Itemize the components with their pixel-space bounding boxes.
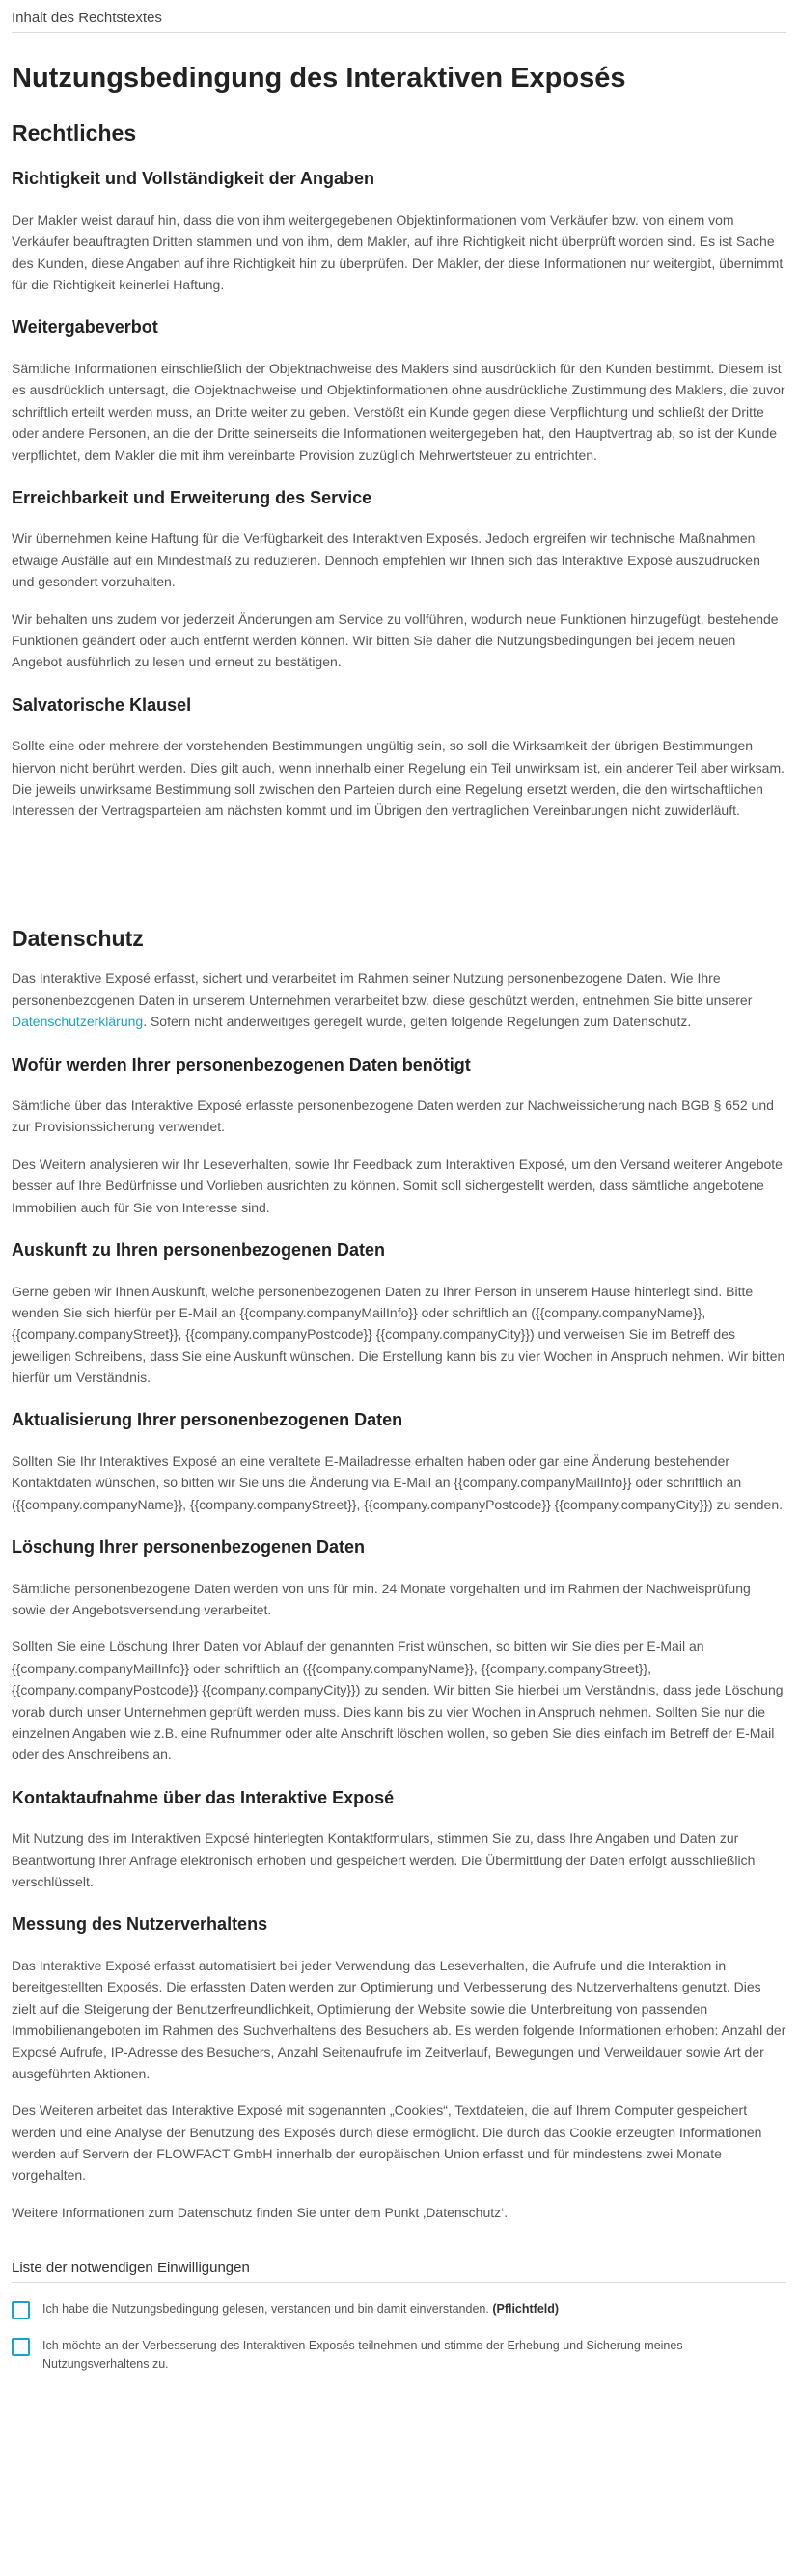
privacy-policy-link[interactable]: Datenschutzerklärung: [12, 1014, 144, 1030]
section-paragraph: Das Interaktive Exposé erfasst automatisiert bei jeder Verwendung das Leseverhalten, die Aufrufe und die Interaktion in bereitgestellten Exposés. Die erfassten Daten werden zur Optimierung und Verbesserung des Nutzerverhaltens genutzt. Dies zielt auf die Steigerung der Benutzerfreundlichkeit, Optimierung der Website sowie die Unterbreitung von passenden Immobilienangeboten im Rahmen des Suchverhaltens des Besuchers ab. Es werden folgende Informationen erhoben: Anzahl der Exposé Aufrufe, IP-Adresse des Besuchers, Anzahl Seitenaufrufe im Zeitverlauf, Bewegungen und Verweildauer sowie Art der ausgeführten Aktionen.: [12, 1957, 786, 2081]
section-heading: Messung des Nutzerverhaltens: [12, 1914, 268, 1935]
legal-heading: Rechtliches: [12, 120, 137, 146]
consent-tracking[interactable]: [12, 2337, 786, 2373]
section-heading: Richtigkeit und Vollständigkeit der Angaben: [12, 169, 375, 189]
section-paragraph: Sollten Sie eine Löschung Ihrer Daten vor Ablauf der genannten Frist wünschen, so bitten wir Sie dies per E-Mail an {{company.companyMailInfo}} oder schriftlich an ({{company.companyName}}, {{company.companyStreet}}, {{company.companyPostcode}} {{company.companyCity}}) zu senden. Wir bitten Sie hierbei um Verständnis, dass jede Löschung vorab durch unser Unternehmen geprüft werden muss. Dies kann bis zu vier Wochen in Anspruch nehmen. Sollten Sie nur die einzelnen Angaben wie z.B. eine Rufnummer oder alte Anschrift löschen wollen, so geben Sie dies einfach im Betreff der E-Mail oder des Anschreibens an.: [12, 1639, 784, 1763]
consent-terms[interactable]: [12, 2300, 786, 2319]
section-paragraph: Sämtliche personenbezogene Daten werden von uns für min. 24 Monate vorgehalten und im Rahmen der Nachweisprüfung sowie der Angebotsversendung verarbeitet.: [12, 1580, 751, 1618]
section-paragraph: Wir behalten uns zudem vor jederzeit Änderungen am Service zu vollführen, wodurch neue Funktionen hinzugefügt, bestehende Funktionen geändert oder auch entfernt werden können. Wir bitten Sie daher die Nutzungsbedingungen bei jedem neuen Angebot ausführlich zu lesen und erneut zu bestätigen.: [12, 610, 779, 670]
section-paragraph: Gerne geben wir Ihnen Auskunft, welche personenbezogenen Daten zu Ihrer Person in unserem Hause hinterlegt sind. Bitte wenden Sie sich hierfür per E-Mail an {{company.companyMailInfo}} oder schriftlich an ({{company.companyName}}, {{company.companyStreet}}, {{company.companyPostcode}} {{company.companyCity}}) und verweisen Sie im Betreff des jeweiligen Schreibens, dass Sie eine Auskunft wünschen. Die Erstellung kann bis zu vier Wochen in Anspruch nehmen. Wir bitten hierfür um Verständnis.: [12, 1283, 785, 1386]
section-heading: Salvatorische Klausel: [12, 694, 192, 715]
consent-terms-label: [42, 2300, 559, 2318]
section-spacer: [12, 822, 786, 901]
consent-tracking-checkbox[interactable]: [12, 2338, 30, 2356]
legal-sections: [12, 168, 786, 821]
section-paragraph: Wir übernehmen keine Haftung für die Verfügbarkeit des Interaktiven Exposés. Jedoch ergreifen wir technische Maßnahmen etwaige Ausfälle auf ein Mindestmaß zu reduzieren. Dennoch empfehlen wir Ihnen sich das Interaktive Exposé auszudrucken und gesondert vorzuhalten.: [12, 530, 760, 590]
section-heading: Kontaktaufnahme über das Interaktive Exposé: [12, 1787, 395, 1807]
section-paragraph: Sollten Sie Ihr Interaktives Exposé an eine veraltete E-Mailadresse erhalten haben oder gar eine Änderung bestehender Kontaktdaten wünschen, so bitten wir Sie uns die Änderung via E-Mail an {{company.companyMailInfo}} oder schriftlich an ({{company.companyName}}, {{company.companyStreet}}, {{company.companyPostcode}} {{company.companyCity}}) zu senden.: [12, 1452, 784, 1512]
section-paragraph: Sämtliche über das Interaktive Exposé erfasste personenbezogene Daten werden zur Nachweissicherung nach BGB § 652 und zur Provisionssicherung verwendet.: [12, 1098, 774, 1135]
section-heading: Weitergabeverbot: [12, 317, 158, 338]
section-heading: Aktualisierung Ihrer personenbezogenen Daten: [12, 1410, 403, 1430]
consent-terms-text: Ich habe die Nutzungsbedingung gelesen, verstanden und bin damit einverstanden.: [42, 2302, 493, 2317]
required-field-marker: (Pflichtfeld): [492, 2302, 560, 2317]
privacy-intro-text: Das Interaktive Exposé erfasst, sichert und verarbeitet im Rahmen seiner Nutzung personenbezogene Daten. Wie Ihre personenbezogenen Daten in unserem Unternehmen verarbeitet bzw. diese geschützt werden, entnehmen Sie bitte unserer: [12, 970, 753, 1008]
section-heading: Löschung Ihrer personenbezogenen Daten: [12, 1537, 366, 1558]
page-title: Nutzungsbedingung des Interaktiven Exposés: [12, 63, 626, 94]
section-paragraph: Des Weiteren arbeitet das Interaktive Exposé mit sogenannten „Cookies“, Textdateien, die auf Ihrem Computer gespeichert werden und eine Analyse der Benutzung des Exposés durch diese ermöglicht. Die durch das Cookie erzeugten Informationen werden auf Servern der FLOWFACT GmbH innerhalb der europäischen Union erfasst und für mindestens zwei Monate vorgehalten.: [12, 2102, 762, 2183]
section-heading: Auskunft zu Ihren personenbezogenen Daten: [12, 1240, 386, 1261]
section-paragraph: Des Weitern analysieren wir Ihr Leseverhalten, sowie Ihr Feedback zum Interaktiven Exposé, um den Versand weiterer Angebote besser auf Ihre Bedürfnisse und Vorlieben ausrichten zu können. Somit soll sichergestellt werden, dass sämtliche angebotene Immobilien auch für Sie von Interesse sind.: [12, 1155, 783, 1215]
section-paragraph: Sollte eine oder mehrere der vorstehenden Bestimmungen ungültig sein, so soll die Wirksamkeit der übrigen Bestimmungen hiervon nicht berührt werden. Dies gilt auch, wenn innerhalb einer Regelung ein Teil unwirksam ist, ein anderer Teil aber wirksam. Die jeweils unwirksame Bestimmung soll zwischen den Parteien durch eine Regelung ersetzt werden, die den wirtschaftlichen Interessen der Vertragsparteien am nächsten kommt und im Übrigen den vertraglichen Vereinbarungen nicht zuwiderläuft.: [12, 738, 785, 819]
consent-tracking-label: [42, 2337, 786, 2373]
privacy-heading: Datenschutz: [12, 925, 144, 951]
section-heading: Erreichbarkeit und Erweiterung des Service: [12, 487, 372, 507]
section-heading: Wofür werden Ihrer personenbezogenen Daten benötigt: [12, 1054, 471, 1074]
privacy-intro-text-end: . Sofern nicht anderweitiges geregelt wurde, gelten folgende Regelungen zum Datenschutz.: [143, 1014, 692, 1030]
content-header-label: Inhalt des Rechtstextes: [12, 0, 786, 33]
section-paragraph: Der Makler weist darauf hin, dass die von ihm weitergegebenen Objektinformationen vom Verkäufer bzw. von einem vom Verkäufer beauftragten Dritten stammen und von ihm, dem Makler, auf ihre Richtigkeit nicht überprüft worden sind. Es ist Sache des Kunden, diese Angaben auf ihre Richtigkeit hin zu überprüfen. Der Makler, der diese Informationen nur weitergibt, übernimmt für die Richtigkeit keinerlei Haftung.: [12, 211, 784, 293]
consent-tracking-text: Ich möchte an der Verbesserung des Interaktiven Exposés teilnehmen und stimme der Erhebung und Sicherung meines Nutzungsverhaltens zu.: [42, 2339, 683, 2371]
consent-terms-checkbox[interactable]: [12, 2301, 30, 2319]
privacy-intro: [12, 967, 786, 1032]
consents-list: [12, 2260, 786, 2373]
section-paragraph: Sämtliche Informationen einschließlich der Objektnachweise des Maklers sind ausdrücklich für den Kunden bestimmt. Diesem ist es ausdrücklich untersagt, die Objektnachweise und Objektinformationen ohne ausdrückliche Zustimmung des Maklers, die zuvor schriftlich erteilt werden muss, an Dritte weiter zu geben. Verstößt ein Kunde gegen diese Verpflichtung und schließt der Dritte oder andere Personen, an die der Dritte seinerseits die Informationen weitergegeben hat, den Hauptvertrag ab, so ist der Kunde verpflichtet, dem Makler die mit ihm vereinbarte Provision zuzüglich Mehrwertsteuer zu entrichten.: [12, 360, 785, 463]
section-paragraph: Weitere Informationen zum Datenschutz finden Sie unter dem Punkt ‚Datenschutz‘.: [12, 2204, 509, 2220]
privacy-sections: [12, 1054, 786, 2224]
section-paragraph: Mit Nutzung des im Interaktiven Exposé hinterlegten Kontaktformulars, stimmen Sie zu, dass Ihre Angaben und Daten zur Beantwortung Ihrer Anfrage elektronisch erhoben und gespeichert werden. Die Übermittlung der Daten erfolgt ausschließlich verschlüsselt.: [12, 1830, 756, 1890]
consents-title: Liste der notwendigen Einwilligungen: [12, 2260, 786, 2283]
